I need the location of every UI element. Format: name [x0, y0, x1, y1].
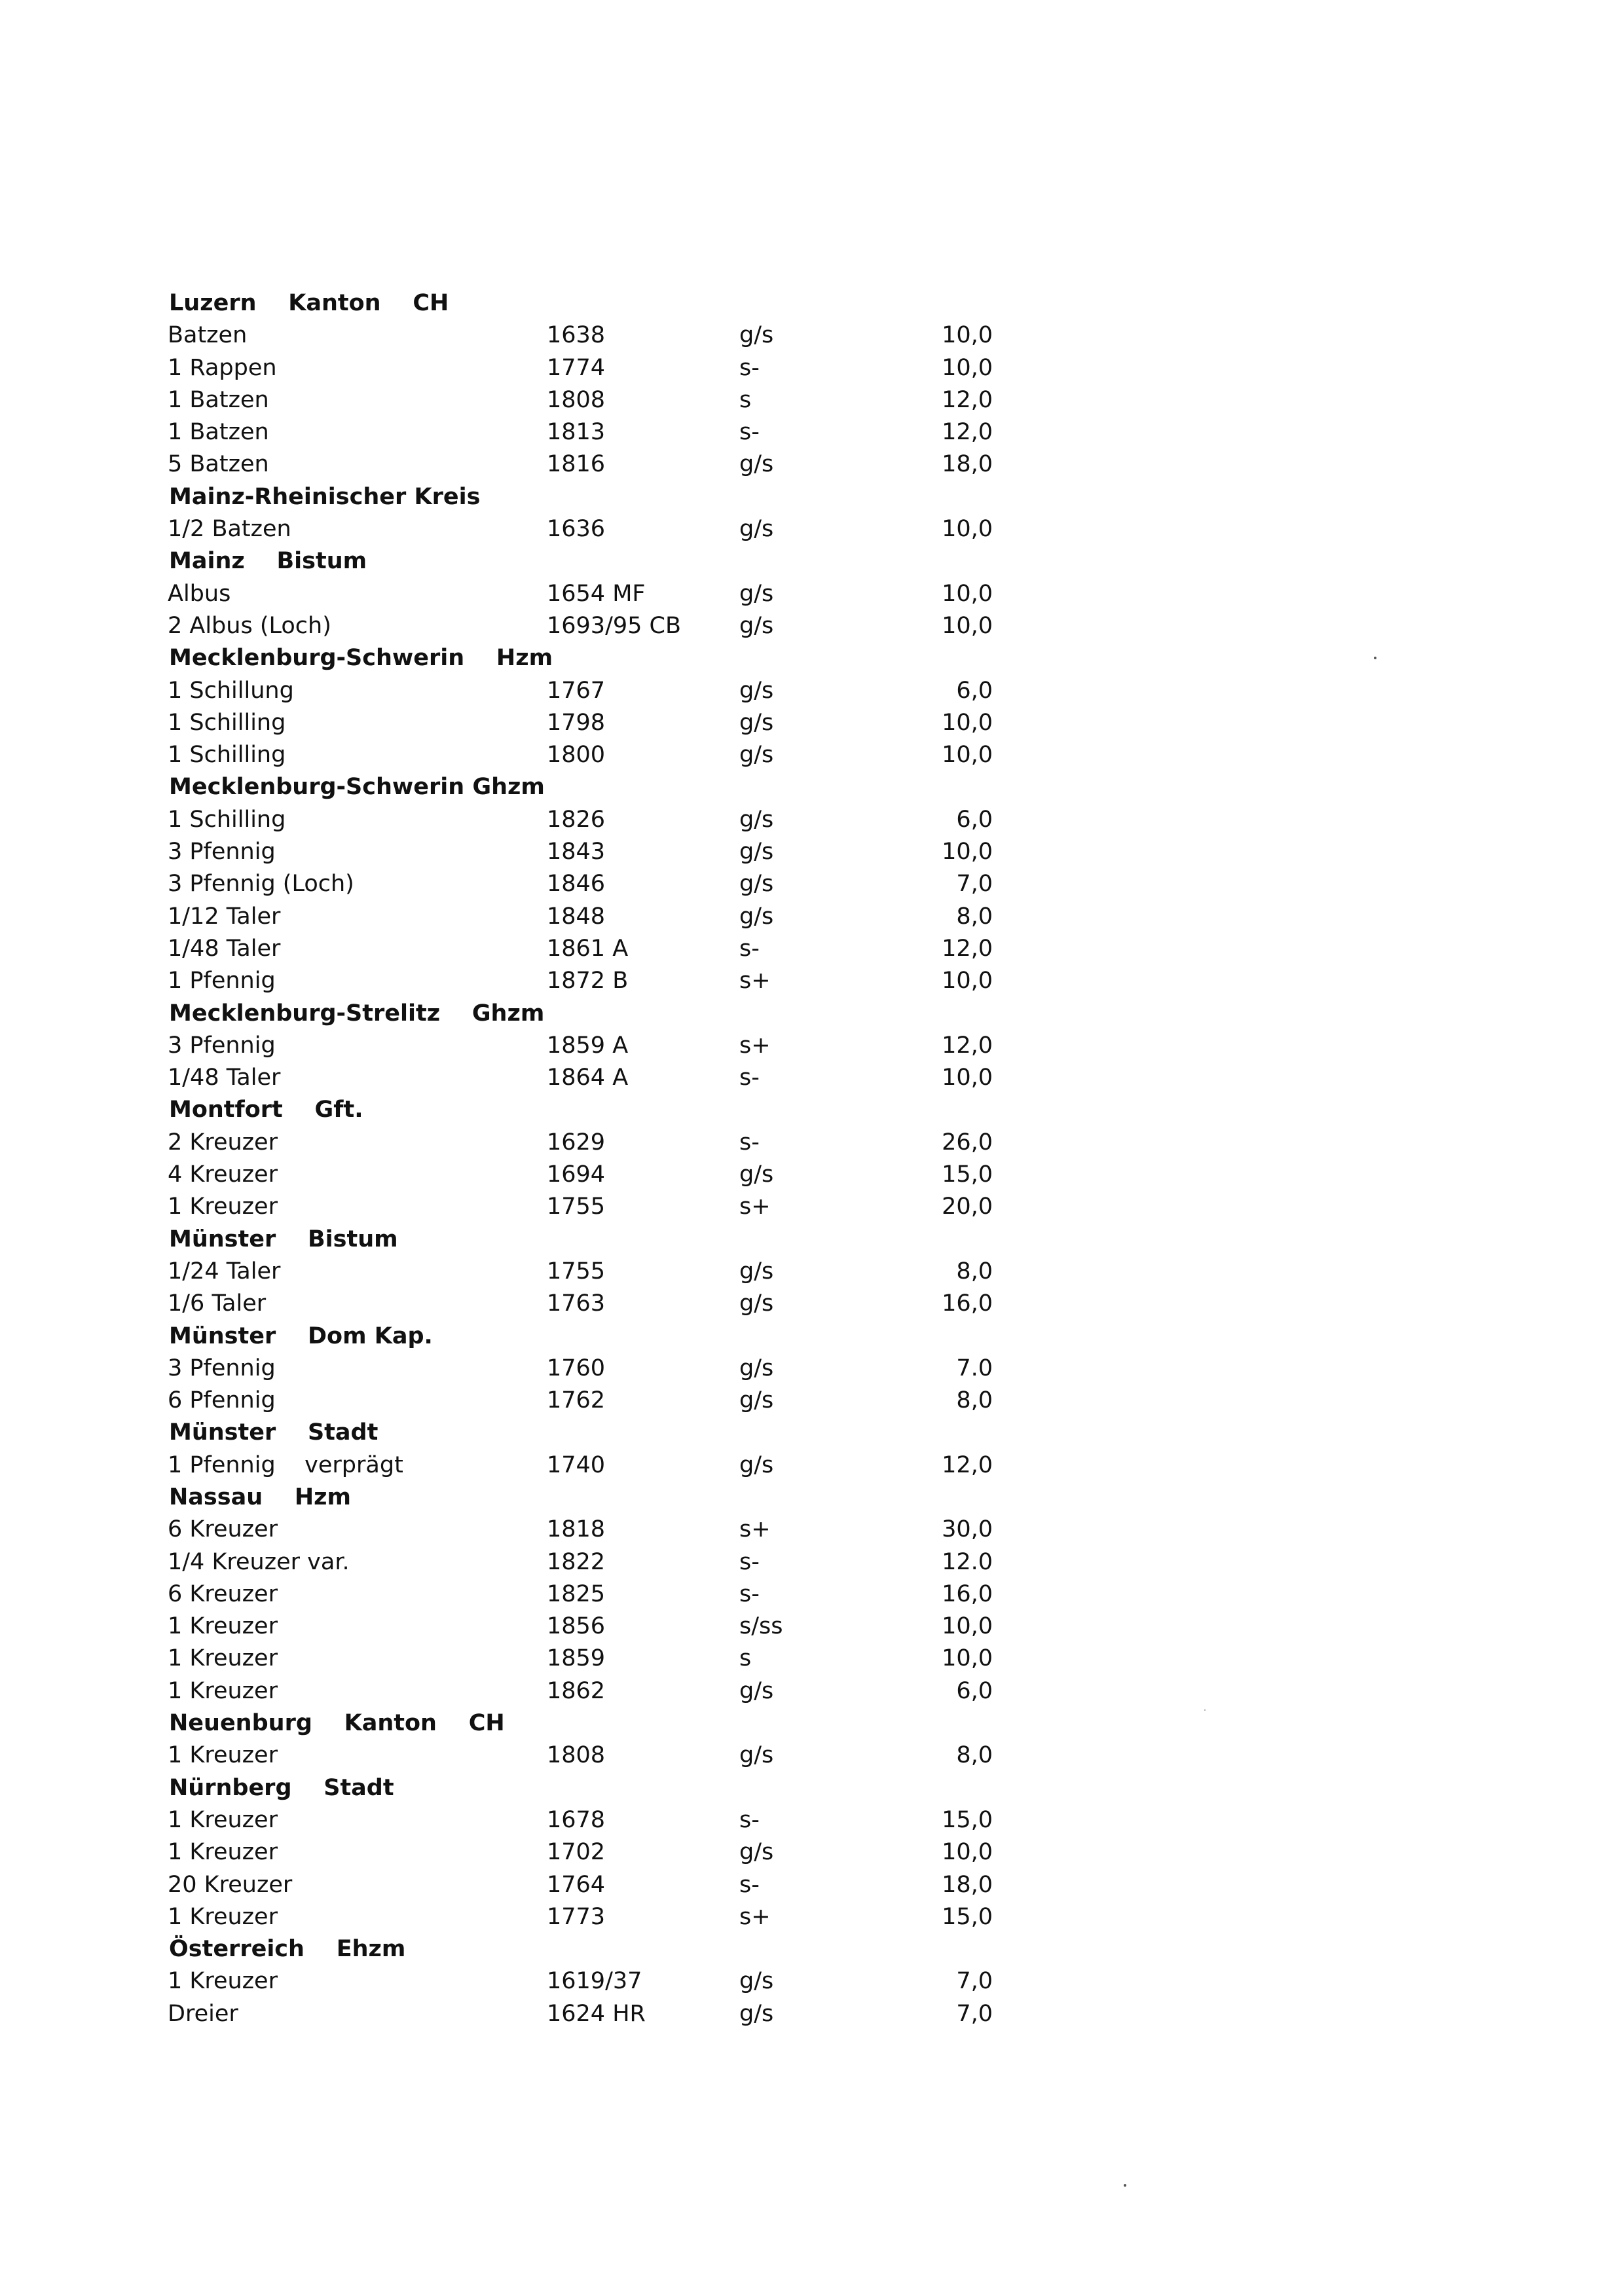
- coin-grade: g/s: [739, 839, 774, 866]
- coin-year: 1636: [547, 516, 606, 543]
- coin-row: [168, 448, 993, 481]
- coin-price: 30,0: [942, 1516, 993, 1543]
- coin-grade: g/s: [739, 1258, 774, 1285]
- coin-year: 1816: [547, 451, 606, 478]
- section-title: Mainz-Rheinischer Kreis: [169, 483, 481, 510]
- section-heading: [168, 1417, 993, 1449]
- coin-grade: s-: [739, 1806, 760, 1833]
- coin-row: [168, 610, 993, 642]
- section-title: Münster Dom Kap.: [169, 1322, 433, 1349]
- coin-denomination: 6 Kreuzer: [168, 1580, 278, 1607]
- coin-year: 1872 B: [547, 968, 629, 994]
- coin-price: 12,0: [942, 386, 993, 413]
- coin-denomination: 1 Pfennig: [168, 968, 276, 994]
- coin-price: 10,0: [942, 354, 993, 381]
- scan-speck: [1374, 657, 1376, 659]
- coin-denomination: 1/48 Taler: [168, 1065, 281, 1091]
- coin-price: 7,0: [956, 871, 993, 898]
- coin-grade: g/s: [739, 1387, 774, 1414]
- coin-grade: s-: [739, 354, 760, 381]
- coin-price: 18,0: [942, 1871, 993, 1898]
- coin-year: 1694: [547, 1161, 606, 1188]
- coin-row: [168, 1546, 993, 1578]
- coin-denomination: 20 Kreuzer: [168, 1871, 293, 1898]
- coin-row: [168, 1353, 993, 1385]
- coin-denomination: 3 Pfennig (Loch): [168, 871, 354, 898]
- coin-denomination: 1/4 Kreuzer var.: [168, 1548, 350, 1575]
- coin-row: [168, 1030, 993, 1062]
- section-heading: [168, 642, 993, 674]
- coin-grade: s-: [739, 1580, 760, 1607]
- coin-denomination: 1 Kreuzer: [168, 1903, 278, 1930]
- coin-price: 10,0: [942, 742, 993, 769]
- section-title: Mecklenburg-Schwerin Ghzm: [169, 774, 545, 801]
- coin-denomination: 1 Schilling: [168, 806, 286, 833]
- coin-grade: g/s: [739, 806, 774, 833]
- coin-price: 10,0: [942, 322, 993, 349]
- coin-price: 10,0: [942, 1065, 993, 1091]
- section-title: Österreich Ehzm: [169, 1936, 406, 1963]
- coin-year: 1798: [547, 709, 606, 736]
- coin-grade: g/s: [739, 451, 774, 478]
- coin-row: [168, 352, 993, 384]
- coin-year: 1767: [547, 677, 606, 704]
- section-heading: [168, 545, 993, 577]
- coin-denomination: Albus: [168, 580, 231, 607]
- section-title: Nassau Hzm: [169, 1484, 351, 1510]
- coin-denomination: 6 Pfennig: [168, 1387, 276, 1414]
- coin-grade: s-: [739, 419, 760, 446]
- coin-row: [168, 1643, 993, 1675]
- coin-denomination: 1/48 Taler: [168, 935, 281, 962]
- coin-year: 1859: [547, 1645, 606, 1672]
- section-title: Münster Bistum: [169, 1226, 398, 1252]
- coin-denomination: 1 Kreuzer: [168, 1677, 278, 1704]
- coin-grade: g/s: [739, 1968, 774, 1995]
- coin-grade: s+: [739, 1032, 771, 1059]
- coin-grade: g/s: [739, 1742, 774, 1769]
- coin-year: 1864 A: [547, 1065, 629, 1091]
- coin-grade: g/s: [739, 1677, 774, 1704]
- coin-price: 12,0: [942, 1451, 993, 1478]
- coin-year: 1825: [547, 1580, 606, 1607]
- coin-row: [168, 1062, 993, 1094]
- coin-row: [168, 836, 993, 868]
- coin-year: 1822: [547, 1548, 606, 1575]
- coin-price: 12.0: [942, 1548, 993, 1575]
- coin-year: 1808: [547, 1742, 606, 1769]
- coin-row: [168, 416, 993, 448]
- section-title: Luzern Kanton CH: [169, 290, 449, 316]
- coin-denomination: 2 Kreuzer: [168, 1129, 278, 1156]
- coin-row: [168, 1965, 993, 1997]
- coin-year: 1859 A: [547, 1032, 629, 1059]
- coin-denomination: 1/2 Batzen: [168, 516, 291, 543]
- coin-row: [168, 1191, 993, 1223]
- coin-denomination: 4 Kreuzer: [168, 1161, 278, 1188]
- coin-denomination: 1 Pfennig verprägt: [168, 1451, 403, 1478]
- coin-grade: g/s: [739, 1355, 774, 1381]
- coin-grade: s/ss: [739, 1613, 783, 1640]
- coin-grade: g/s: [739, 1839, 774, 1866]
- section-title: Montfort Gft.: [169, 1097, 363, 1123]
- coin-year: 1800: [547, 742, 606, 769]
- coin-row: [168, 901, 993, 933]
- coin-denomination: 1/24 Taler: [168, 1258, 281, 1285]
- coin-row: [168, 1998, 993, 2030]
- coin-denomination: 1/6 Taler: [168, 1290, 267, 1317]
- coin-year: 1826: [547, 806, 606, 833]
- coin-denomination: 1 Schilling: [168, 742, 286, 769]
- coin-year: 1856: [547, 1613, 606, 1640]
- coin-price: 26,0: [942, 1129, 993, 1156]
- coin-denomination: 1 Schilling: [168, 709, 286, 736]
- coin-price: 8,0: [956, 1387, 993, 1414]
- section-heading: [168, 1094, 993, 1126]
- section-title: Mecklenburg-Strelitz Ghzm: [169, 1000, 545, 1027]
- coin-price: 12,0: [942, 1032, 993, 1059]
- coin-denomination: 1 Schillung: [168, 677, 294, 704]
- coin-grade: g/s: [739, 1290, 774, 1317]
- coin-year: 1773: [547, 1903, 606, 1930]
- coin-denomination: 1 Kreuzer: [168, 1613, 278, 1640]
- coin-price: 10,0: [942, 580, 993, 607]
- section-heading: [168, 998, 993, 1030]
- section-title: Münster Stadt: [169, 1419, 378, 1446]
- coin-grade: g/s: [739, 903, 774, 930]
- coin-grade: g/s: [739, 677, 774, 704]
- coin-price: 18,0: [942, 451, 993, 478]
- coin-year: 1843: [547, 839, 606, 866]
- coin-price: 8,0: [956, 903, 993, 930]
- coin-price: 6,0: [956, 806, 993, 833]
- coin-denomination: 3 Pfennig: [168, 839, 276, 866]
- coin-year: 1760: [547, 1355, 606, 1381]
- coin-denomination: 6 Kreuzer: [168, 1516, 278, 1543]
- section-heading: [168, 1482, 993, 1514]
- coin-year: 1740: [547, 1451, 606, 1478]
- coin-price: 10,0: [942, 516, 993, 543]
- coin-year: 1693/95 CB: [547, 612, 681, 639]
- coin-row: [168, 707, 993, 739]
- coin-price: 8,0: [956, 1258, 993, 1285]
- coin-grade: s+: [739, 1194, 771, 1220]
- coin-year: 1818: [547, 1516, 606, 1543]
- coin-price: 10,0: [942, 968, 993, 994]
- coin-row: [168, 1675, 993, 1707]
- coin-row: [168, 1159, 993, 1191]
- coin-price: 10,0: [942, 839, 993, 866]
- coin-year: 1654 MF: [547, 580, 646, 607]
- coin-year: 1619/37: [547, 1968, 642, 1995]
- coin-row: [168, 384, 993, 416]
- coin-price: 7.0: [956, 1355, 993, 1381]
- coin-year: 1755: [547, 1258, 606, 1285]
- coin-price: 16,0: [942, 1580, 993, 1607]
- coin-denomination: Dreier: [168, 2000, 238, 2027]
- coin-row: [168, 578, 993, 610]
- coin-price: 10,0: [942, 1645, 993, 1672]
- coin-price: 12,0: [942, 935, 993, 962]
- section-title: Neuenburg Kanton CH: [169, 1710, 505, 1737]
- coin-denomination: 1 Kreuzer: [168, 1194, 278, 1220]
- coin-row: [168, 1514, 993, 1546]
- coin-row: [168, 513, 993, 545]
- coin-price: 10,0: [942, 709, 993, 736]
- coin-row: [168, 1385, 993, 1417]
- coin-grade: g/s: [739, 709, 774, 736]
- section-heading: [168, 1321, 993, 1353]
- section-heading: [168, 287, 993, 319]
- coin-year: 1702: [547, 1839, 606, 1866]
- coin-grade: s+: [739, 968, 771, 994]
- coin-row: [168, 739, 993, 771]
- coin-row: [168, 1449, 993, 1482]
- coin-denomination: 1 Batzen: [168, 419, 269, 446]
- coin-denomination: 1 Kreuzer: [168, 1806, 278, 1833]
- coin-denomination: 3 Pfennig: [168, 1355, 276, 1381]
- coin-price-list: [168, 287, 993, 2030]
- coin-denomination: 2 Albus (Loch): [168, 612, 331, 639]
- coin-denomination: 3 Pfennig: [168, 1032, 276, 1059]
- coin-grade: s+: [739, 1903, 771, 1930]
- coin-year: 1846: [547, 871, 606, 898]
- coin-row: [168, 1804, 993, 1836]
- section-title: Mainz Bistum: [169, 548, 367, 575]
- coin-year: 1762: [547, 1387, 606, 1414]
- coin-row: [168, 675, 993, 707]
- coin-price: 16,0: [942, 1290, 993, 1317]
- coin-denomination: 5 Batzen: [168, 451, 269, 478]
- coin-grade: g/s: [739, 742, 774, 769]
- coin-year: 1862: [547, 1677, 606, 1704]
- coin-year: 1808: [547, 386, 606, 413]
- coin-grade: g/s: [739, 871, 774, 898]
- coin-grade: s: [739, 1645, 752, 1672]
- coin-price: 15,0: [942, 1903, 993, 1930]
- coin-price: 8,0: [956, 1742, 993, 1769]
- section-heading: [168, 1224, 993, 1256]
- coin-price: 15,0: [942, 1161, 993, 1188]
- coin-denomination: 1 Kreuzer: [168, 1645, 278, 1672]
- coin-year: 1678: [547, 1806, 606, 1833]
- coin-year: 1764: [547, 1871, 606, 1898]
- coin-price: 12,0: [942, 419, 993, 446]
- coin-grade: s-: [739, 1871, 760, 1898]
- section-heading: [168, 771, 993, 803]
- coin-price: 6,0: [956, 1677, 993, 1704]
- coin-grade: g/s: [739, 1451, 774, 1478]
- coin-row: [168, 319, 993, 352]
- coin-denomination: 1 Batzen: [168, 386, 269, 413]
- coin-year: 1763: [547, 1290, 606, 1317]
- section-title: Nürnberg Stadt: [169, 1774, 394, 1801]
- coin-grade: s-: [739, 1548, 760, 1575]
- coin-row: [168, 1127, 993, 1159]
- coin-price: 10,0: [942, 612, 993, 639]
- coin-year: 1774: [547, 354, 606, 381]
- coin-year: 1638: [547, 322, 606, 349]
- section-heading: [168, 1933, 993, 1965]
- scan-speck: [1124, 2184, 1126, 2187]
- coin-year: 1755: [547, 1194, 606, 1220]
- coin-row: [168, 965, 993, 997]
- coin-grade: s: [739, 386, 752, 413]
- coin-row: [168, 804, 993, 836]
- coin-denomination: 1 Kreuzer: [168, 1742, 278, 1769]
- coin-grade: g/s: [739, 322, 774, 349]
- coin-grade: g/s: [739, 612, 774, 639]
- coin-grade: s-: [739, 1065, 760, 1091]
- coin-grade: g/s: [739, 516, 774, 543]
- coin-row: [168, 868, 993, 900]
- section-heading: [168, 1707, 993, 1740]
- coin-price: 15,0: [942, 1806, 993, 1833]
- coin-year: 1813: [547, 419, 606, 446]
- coin-price: 20,0: [942, 1194, 993, 1220]
- section-title: Mecklenburg-Schwerin Hzm: [169, 645, 553, 672]
- coin-denomination: 1 Kreuzer: [168, 1968, 278, 1995]
- coin-row: [168, 933, 993, 965]
- coin-denomination: Batzen: [168, 322, 248, 349]
- coin-grade: g/s: [739, 580, 774, 607]
- coin-row: [168, 1578, 993, 1611]
- coin-year: 1624 HR: [547, 2000, 646, 2027]
- coin-price: 10,0: [942, 1613, 993, 1640]
- coin-year: 1848: [547, 903, 606, 930]
- scan-speck: [1204, 1709, 1206, 1711]
- coin-row: [168, 1740, 993, 1772]
- coin-grade: s-: [739, 935, 760, 962]
- coin-price: 7,0: [956, 1968, 993, 1995]
- coin-row: [168, 1901, 993, 1933]
- coin-price: 10,0: [942, 1839, 993, 1866]
- coin-price: 6,0: [956, 677, 993, 704]
- coin-year: 1861 A: [547, 935, 629, 962]
- coin-denomination: 1 Kreuzer: [168, 1839, 278, 1866]
- section-heading: [168, 1772, 993, 1804]
- coin-grade: g/s: [739, 2000, 774, 2027]
- coin-row: [168, 1836, 993, 1868]
- coin-row: [168, 1288, 993, 1320]
- coin-grade: s+: [739, 1516, 771, 1543]
- coin-grade: s-: [739, 1129, 760, 1156]
- coin-row: [168, 1611, 993, 1643]
- coin-grade: g/s: [739, 1161, 774, 1188]
- coin-year: 1629: [547, 1129, 606, 1156]
- coin-denomination: 1/12 Taler: [168, 903, 281, 930]
- coin-row: [168, 1869, 993, 1901]
- coin-denomination: 1 Rappen: [168, 354, 277, 381]
- section-heading: [168, 481, 993, 513]
- coin-row: [168, 1256, 993, 1288]
- coin-price: 7,0: [956, 2000, 993, 2027]
